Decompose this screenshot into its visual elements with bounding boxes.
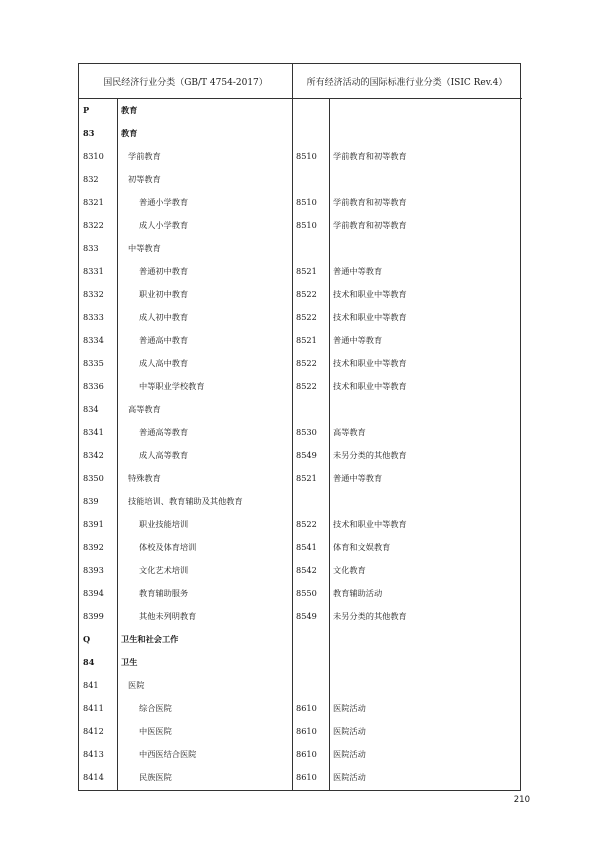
isic-description: 体育和文娱教育: [333, 542, 391, 552]
gb-category-name: 民族医院: [139, 772, 172, 782]
isic-description: 高等教育: [333, 427, 366, 437]
gb-code: Q: [83, 634, 91, 644]
table-row: [79, 605, 522, 628]
gb-code: 8391: [83, 519, 104, 529]
isic-description: 学前教育和初等教育: [333, 220, 407, 230]
isic-code: 8610: [296, 726, 317, 736]
gb-category-name: 普通小学教育: [139, 197, 189, 207]
gb-code: 8331: [83, 266, 104, 276]
gb-code: 8332: [83, 289, 104, 299]
isic-code: 8530: [296, 427, 317, 437]
gb-code: 8411: [83, 703, 104, 713]
isic-code: 8550: [296, 588, 317, 598]
gb-category-name: 技能培训、教育辅助及其他教育: [128, 496, 243, 506]
isic-description: 技术和职业中等教育: [333, 381, 407, 391]
isic-description: 未另分类的其他教育: [333, 450, 407, 460]
gb-category-name: 职业初中教育: [139, 289, 189, 299]
isic-description: 普通中等教育: [333, 266, 383, 276]
isic-description: 学前教育和初等教育: [333, 197, 407, 207]
isic-code: [296, 398, 328, 421]
gb-code: 8334: [83, 335, 104, 345]
table-row: [79, 421, 522, 444]
gb-category-name: 中等教育: [128, 243, 161, 253]
table-row: [79, 191, 522, 214]
table-row: [79, 697, 522, 720]
gb-category-name: 教育: [121, 128, 138, 138]
table-row: [79, 375, 522, 398]
gb-code: 83: [83, 128, 95, 138]
isic-description: 医院活动: [333, 703, 366, 713]
isic-code: 8541: [296, 542, 317, 552]
gb-code: 8399: [83, 611, 104, 621]
gb-category-name: 职业技能培训: [139, 519, 189, 529]
isic-code: 8610: [296, 749, 317, 759]
isic-description: 普通中等教育: [333, 335, 383, 345]
gb-category-name: 教育: [121, 105, 138, 115]
table-row: [79, 651, 522, 674]
isic-code: 8522: [296, 358, 317, 368]
gb-category-name: 医院: [128, 680, 145, 690]
isic-description: 医院活动: [333, 749, 366, 759]
table-row: [79, 766, 522, 789]
gb-code: 8341: [83, 427, 104, 437]
isic-code: 8549: [296, 450, 317, 460]
gb-category-name: 体校及体育培训: [139, 542, 197, 552]
gb-category-name: 成人初中教育: [139, 312, 189, 322]
gb-category-name: 中等职业学校教育: [139, 381, 205, 391]
isic-description: 技术和职业中等教育: [333, 289, 407, 299]
gb-code: 8392: [83, 542, 104, 552]
table-row: [79, 559, 522, 582]
table-row: [79, 720, 522, 743]
gb-code: 834: [83, 404, 99, 414]
table-row: [79, 490, 522, 513]
gb-code: 8333: [83, 312, 104, 322]
isic-code: [296, 168, 328, 191]
gb-category-name: 教育辅助服务: [139, 588, 189, 598]
isic-description: 技术和职业中等教育: [333, 519, 407, 529]
isic-description: 医院活动: [333, 772, 366, 782]
isic-code: 8510: [296, 220, 317, 230]
table-row: [79, 674, 522, 697]
gb-code: 8394: [83, 588, 104, 598]
gb-code: 833: [83, 243, 99, 253]
gb-category-name: 中西医结合医院: [139, 749, 197, 759]
table-row: [79, 168, 522, 191]
table-row: [79, 444, 522, 467]
gb-code: 8342: [83, 450, 104, 460]
table-row: [79, 352, 522, 375]
isic-code: [296, 237, 328, 260]
table-body: [79, 99, 522, 789]
isic-description: 医院活动: [333, 726, 366, 736]
isic-code: 8521: [296, 266, 317, 276]
header-gb-classification: 国民经济行业分类（GB/T 4754-2017）: [103, 78, 268, 88]
table-row: [79, 582, 522, 605]
gb-code: P: [83, 105, 90, 115]
isic-code: 8510: [296, 151, 317, 161]
table-row: [79, 467, 522, 490]
gb-category-name: 综合医院: [139, 703, 172, 713]
gb-code: 8412: [83, 726, 104, 736]
page-number: 210: [513, 795, 530, 805]
gb-code: 8322: [83, 220, 104, 230]
gb-category-name: 其他未列明教育: [139, 611, 197, 621]
table-row: [79, 283, 522, 306]
gb-code: 8336: [83, 381, 104, 391]
gb-category-name: 普通高中教育: [139, 335, 189, 345]
gb-category-name: 成人高等教育: [139, 450, 189, 460]
isic-description: 技术和职业中等教育: [333, 312, 407, 322]
gb-category-name: 卫生和社会工作: [121, 634, 179, 644]
isic-description: 学前教育和初等教育: [333, 151, 407, 161]
gb-category-name: 特殊教育: [128, 473, 161, 483]
table-header: [79, 64, 522, 99]
isic-code: [296, 490, 328, 513]
isic-code: 8610: [296, 703, 317, 713]
gb-category-name: 卫生: [121, 657, 138, 667]
isic-description: 教育辅助活动: [333, 588, 383, 598]
isic-code: 8522: [296, 519, 317, 529]
gb-category-name: 高等教育: [128, 404, 161, 414]
gb-code: 839: [83, 496, 99, 506]
gb-code: 84: [83, 657, 95, 667]
gb-category-name: 成人小学教育: [139, 220, 189, 230]
isic-code: [296, 99, 328, 122]
isic-code: [296, 628, 328, 651]
isic-code: 8521: [296, 473, 317, 483]
isic-code: 8542: [296, 565, 317, 575]
header-isic-classification: 所有经济活动的国际标准行业分类（ISIC Rev.4）: [306, 78, 508, 88]
gb-code: 8350: [83, 473, 104, 483]
gb-category-name: 学前教育: [128, 151, 161, 161]
isic-code: 8549: [296, 611, 317, 621]
gb-category-name: 普通初中教育: [139, 266, 189, 276]
table-row: [79, 99, 522, 122]
table-row: [79, 513, 522, 536]
table-row: [79, 398, 522, 421]
isic-code: 8521: [296, 335, 317, 345]
gb-category-name: 初等教育: [128, 174, 161, 184]
gb-code: 832: [83, 174, 99, 184]
gb-code: 8393: [83, 565, 104, 575]
isic-description: 未另分类的其他教育: [333, 611, 407, 621]
gb-code: 8413: [83, 749, 104, 759]
table-row: [79, 237, 522, 260]
gb-code: 841: [83, 680, 99, 690]
gb-category-name: 文化艺术培训: [139, 565, 189, 575]
isic-code: [296, 674, 328, 697]
isic-code: 8522: [296, 381, 317, 391]
isic-code: [296, 651, 328, 674]
table-row: [79, 260, 522, 283]
gb-category-name: 中医医院: [139, 726, 172, 736]
isic-code: 8610: [296, 772, 317, 782]
isic-description: 普通中等教育: [333, 473, 383, 483]
isic-code: 8510: [296, 197, 317, 207]
table-row: [79, 145, 522, 168]
classification-table: [78, 63, 521, 791]
isic-code: 8522: [296, 312, 317, 322]
gb-code: 8310: [83, 151, 104, 161]
table-row: [79, 329, 522, 352]
isic-description: 技术和职业中等教育: [333, 358, 407, 368]
table-row: [79, 306, 522, 329]
table-row: [79, 122, 522, 145]
isic-code: [296, 122, 328, 145]
isic-code: 8522: [296, 289, 317, 299]
gb-category-name: 成人高中教育: [139, 358, 189, 368]
table-row: [79, 628, 522, 651]
table-row: [79, 214, 522, 237]
table-row: [79, 536, 522, 559]
gb-code: 8414: [83, 772, 104, 782]
gb-category-name: 普通高等教育: [139, 427, 189, 437]
gb-code: 8321: [83, 197, 104, 207]
table-row: [79, 743, 522, 766]
isic-description: 文化教育: [333, 565, 366, 575]
gb-code: 8335: [83, 358, 104, 368]
